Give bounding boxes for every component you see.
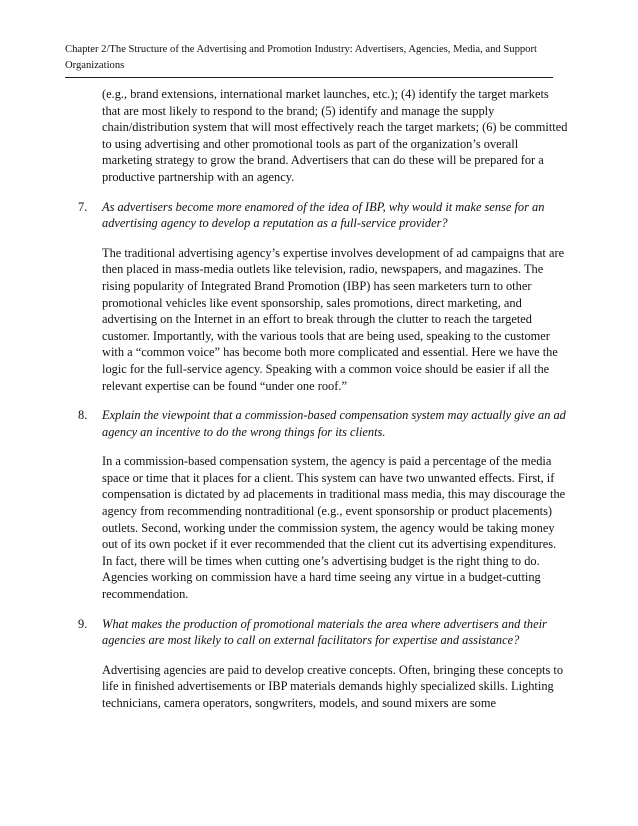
answer-paragraph: In a commission-based compensation system, the agency is paid a percentage of the media space or time that it places for a client. This system can have two unwanted effects. First, if compensation is dictated by ad placements in traditional mass media, this may discourage the agency from recommending nontraditional (e.g., event sponsorship or product placements) outlets. Second, working under the commission system, the agency would be taking money out of its own pocket if it ever recommended that the client cut its advertising expenditures. In fact, there will be times when cutting one’s advertising budget is the right thing to do. Agencies working on commission have a hard time seeing any virtue in a budget-cutting recommendation. [102, 454, 566, 602]
question-text [78, 407, 568, 440]
question-block-9 [78, 616, 568, 712]
question-number: 8. [78, 408, 88, 423]
question-number: 9. [78, 616, 88, 631]
question-prompt: Explain the viewpoint that a commission-based compensation system may actually give an ad agency an incentive to do the wrong things for its clients. [102, 408, 566, 439]
question-block-8 [78, 407, 568, 603]
continued-paragraph: (e.g., brand extensions, international market launches, etc.); (4) identify the target markets that are most likely to respond to the brand; (5) identify and manage the supply chain/distribution system that will most effectively reach the target markets; (6) be committed to using advertising and other promotional tools as part of the organization’s overall marketing strategy to grow the brand. Advertisers that can do these will be prepared for a productive partnership with an agency. [102, 87, 568, 184]
answer-paragraph: Advertising agencies are paid to develop creative concepts. Often, bringing these concepts to life in finished advertisements or IBP materials demands highly specialized skills. Lighting technicians, camera operators, songwriters, models, and sound mixers are some [102, 662, 564, 710]
running-header: Chapter 2/The Structure of the Advertising and Promotion Industry: Advertisers, Agencies, Media, and Support Organizations [65, 42, 553, 78]
question-block-7 [78, 199, 568, 395]
question-text [78, 199, 568, 232]
page-body [78, 86, 568, 712]
question-text [78, 616, 568, 649]
question-number: 7. [78, 199, 88, 214]
answer-paragraph: The traditional advertising agency’s expertise involves development of ad campaigns that are then placed in mass-media outlets like television, radio, newspapers, and magazines. The rising popularity of Integrated Brand Promotion (IBP) has seen marketers turn to other promotional vehicles like event sponsorship, sales promotions, direct marketing, and advertising on the Internet in an effort to break through the clutter to reach the targeted customer. Importantly, with the various tools that are being used, speaking to the customer with a “common voice” has become both more complicated and essential. Here we have the logic for the full-service agency. Speaking with a common voice should be easier if all the relevant expertise can be found “under one roof.” [102, 245, 565, 393]
question-prompt: What makes the production of promotional materials the area where advertisers and their agencies are most likely to call on external facilitators for expertise and assistance? [102, 616, 547, 648]
question-prompt: As advertisers become more enamored of the idea of IBP, why would it make sense for an advertising agency to develop a reputation as a full-service provider? [102, 199, 545, 231]
